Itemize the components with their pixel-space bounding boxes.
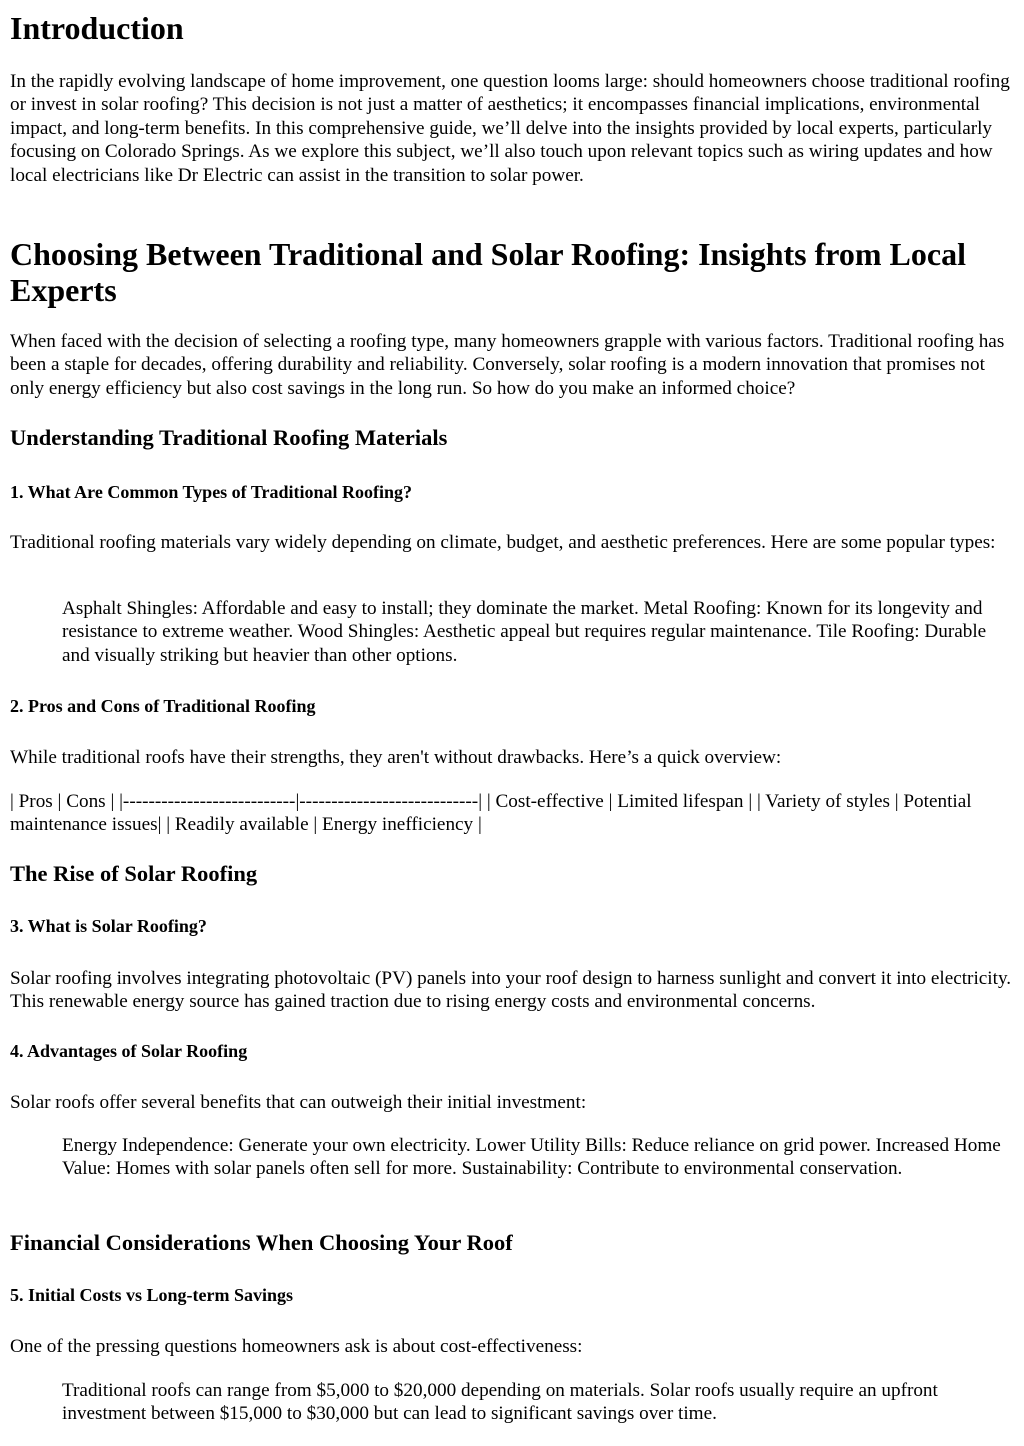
q5-heading: 5. Initial Costs vs Long-term Savings <box>10 1285 294 1305</box>
q1-heading: 1. What Are Common Types of Traditional Roofing? <box>10 482 413 502</box>
q2-table-text: | Pros | Cons | |---------------------------|----------------------------| | Cost-effective | Limited lifespan | | Variety of styles | Potential maintenance issues| | Readily available | Energy inefficiency | <box>10 791 972 836</box>
q4-paragraph: Solar roofs offer several benefits that can outweigh their initial investment: <box>10 1092 587 1113</box>
main-heading: Choosing Between Traditional and Solar Roofing: Insights from Local Experts <box>10 236 966 308</box>
main-paragraph: When faced with the decision of selecting a roofing type, many homeowners grapple with various factors. Traditional roofing has been a staple for decades, offering durability and reliability. Conversely, solar roofing is a modern innovation that promises not only energy efficiency but also cost savings in the long run. So how do you make an informed choice? <box>10 331 1005 399</box>
q5-list: Traditional roofs can range from $5,000 to $20,000 depending on materials. Solar roofs usually require an upfront investment between $15,000 to $30,000 but can lead to significant savings over time. <box>62 1380 938 1425</box>
q5-paragraph: One of the pressing questions homeowners ask is about cost-effectiveness: <box>10 1336 583 1357</box>
q4-heading: 4. Advantages of Solar Roofing <box>10 1041 248 1061</box>
intro-paragraph: In the rapidly evolving landscape of home improvement, one question looms large: should homeowners choose traditional roofing or invest in solar roofing? This decision is not just a matter of aesthetics; it encompasses financial implications, environmental impact, and long-term benefits. In this comprehensive guide, we’ll delve into the insights provided by local experts, particularly focusing on Colorado Springs. As we explore this subject, we’ll also touch upon relevant topics such as wiring updates and how local electricians like Dr Electric can assist in the transition to solar power. <box>10 71 1010 186</box>
q2-paragraph: While traditional roofs have their strengths, they aren't without drawbacks. Here’s a quick overview: <box>10 747 782 768</box>
q2-heading: 2. Pros and Cons of Traditional Roofing <box>10 696 316 716</box>
intro-heading: Introduction <box>10 10 184 46</box>
q3-paragraph: Solar roofing involves integrating photovoltaic (PV) panels into your roof design to harness sunlight and convert it into electricity. This renewable energy source has gained traction due to rising energy costs and environmental concerns. <box>10 968 1012 1013</box>
traditional-heading: Understanding Traditional Roofing Materials <box>10 425 448 450</box>
q1-list: Asphalt Shingles: Affordable and easy to install; they dominate the market. Metal Roofing: Known for its longevity and resistance to extreme weather. Wood Shingles: Aesthetic appeal but requires regular maintenance. Tile Roofing: Durable and visually striking but heavier than other options. <box>62 598 987 666</box>
q4-list: Energy Independence: Generate your own electricity. Lower Utility Bills: Reduce reliance on grid power. Increased Home Value: Homes with solar panels often sell for more. Sustainability: Contribute to environmental conservation. <box>62 1135 1001 1180</box>
solar-heading: The Rise of Solar Roofing <box>10 861 258 886</box>
q1-paragraph: Traditional roofing materials vary widely depending on climate, budget, and aesthetic preferences. Here are some popular types: <box>10 532 996 553</box>
q3-heading: 3. What is Solar Roofing? <box>10 916 207 936</box>
financial-heading: Financial Considerations When Choosing Your Roof <box>10 1230 513 1255</box>
